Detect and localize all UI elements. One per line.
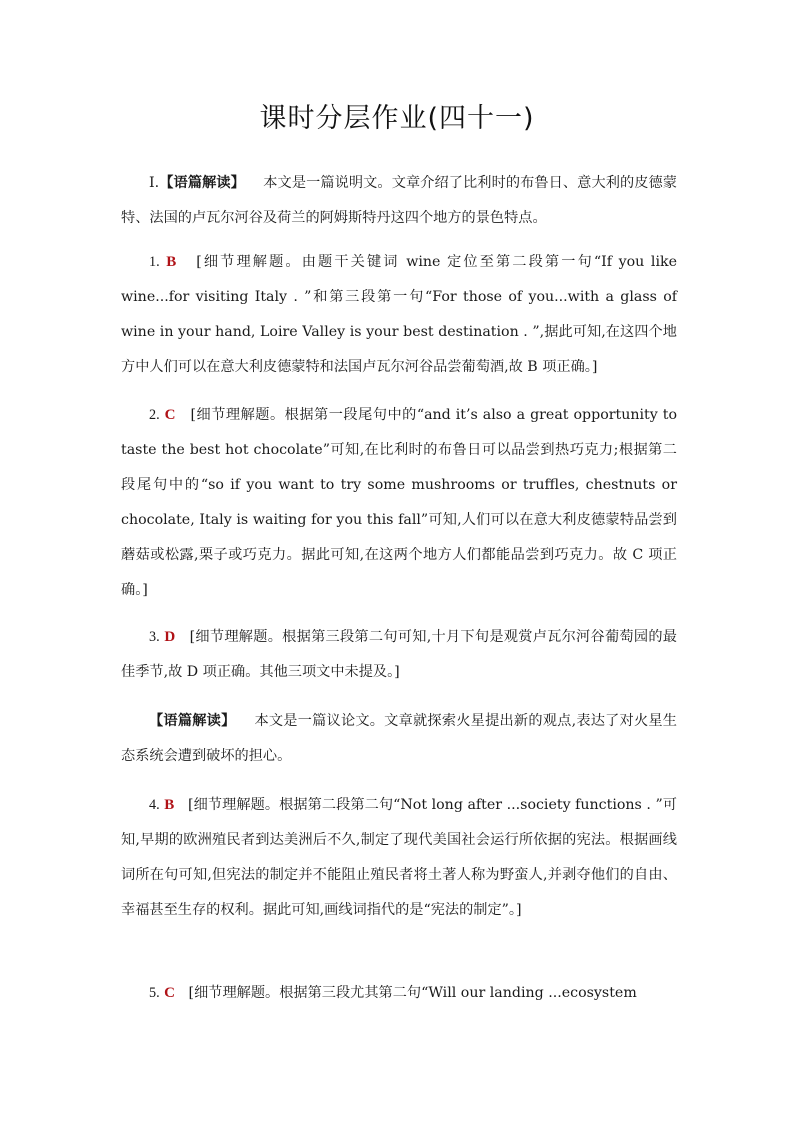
- section-roman-numeral: Ⅰ.: [149, 175, 160, 191]
- answer-item-3: [121, 620, 677, 690]
- question-number: 1.: [149, 254, 160, 270]
- reading-summary-tag: 【语篇解读】: [149, 713, 236, 729]
- reading-summary-text: 本文是一篇议论文。文章就探索火星提出新的观点,表达了对火星生态系统会遭到破坏的担心。: [121, 713, 677, 764]
- reading-summary-text: 本文是一篇说明文。文章介绍了比利时的布鲁日、意大利的皮德蒙特、法国的卢瓦尔河谷及荷兰的阿姆斯特丹这四个地方的景色特点。: [121, 175, 677, 226]
- answer-explanation: [细节理解题。根据第二段第二句“Not long after ...society functions . ”可知,早期的欧洲殖民者到达美洲后不久,制定了现代美国社会运行所依据的宪法。根据画线词所在句可知,但宪法的制定并不能阻止殖民者将土著人称为野蛮人,并剥夺他们的自由、幸福甚至生存的权利。据此可知,画线词指代的是“宪法的制定”。]: [121, 797, 677, 918]
- question-number: 2.: [149, 407, 160, 423]
- answer-explanation: [细节理解题。根据第一段尾句中的“and it’s also a great opportunity to taste the best hot chocolate”可知,在比利时的布鲁日可以品尝到热巧克力;根据第二段尾句中的“so if you want to try some mushrooms or truffles, chestnuts or chocolate, Italy is waiting for you this fall”可知,人们可以在意大利皮德蒙特品尝到蘑菇或松露,栗子或巧克力。据此可知,在这两个地方人们都能品尝到巧克力。故 C 项正确。]: [121, 407, 678, 598]
- question-number: 3.: [149, 629, 160, 645]
- answer-letter: D: [164, 629, 176, 645]
- question-number: 4.: [149, 797, 160, 813]
- answer-letter: C: [164, 407, 176, 423]
- reading-summary-tag: 【语篇解读】: [159, 175, 245, 191]
- page-title: 课时分层作业(四十一): [259, 103, 535, 134]
- answer-explanation: [细节理解题。由题干关键词 wine 定位至第二段第一句“If you like wine...for visiting Italy . ”和第三段第一句“For those of you...with a glass of wine in your hand, Loire Valley is your best destination . ”,据此可知,在这四个地方中人们可以在意大利皮德蒙特和法国卢瓦尔河谷品尝葡萄酒,故 B 项正确。]: [121, 254, 677, 375]
- answer-item-1: [121, 245, 677, 385]
- answer-item-5: [121, 976, 677, 1011]
- answer-item-4: [121, 788, 677, 928]
- reading-summary-2: [121, 704, 677, 774]
- question-number: 5.: [149, 985, 160, 1001]
- answer-letter: C: [164, 985, 175, 1001]
- answer-explanation: [细节理解题。根据第三段第二句可知,十月下旬是观赏卢瓦尔河谷葡萄园的最佳季节,故 D 项正确。其他三项文中未提及。]: [121, 629, 677, 680]
- reading-summary-1: [121, 166, 677, 236]
- answer-letter: B: [166, 254, 177, 270]
- answer-letter: B: [164, 797, 175, 813]
- answer-item-2: [121, 398, 677, 608]
- answer-explanation: [细节理解题。根据第三段尤其第二句“Will our landing ...ecosystem: [188, 985, 637, 1001]
